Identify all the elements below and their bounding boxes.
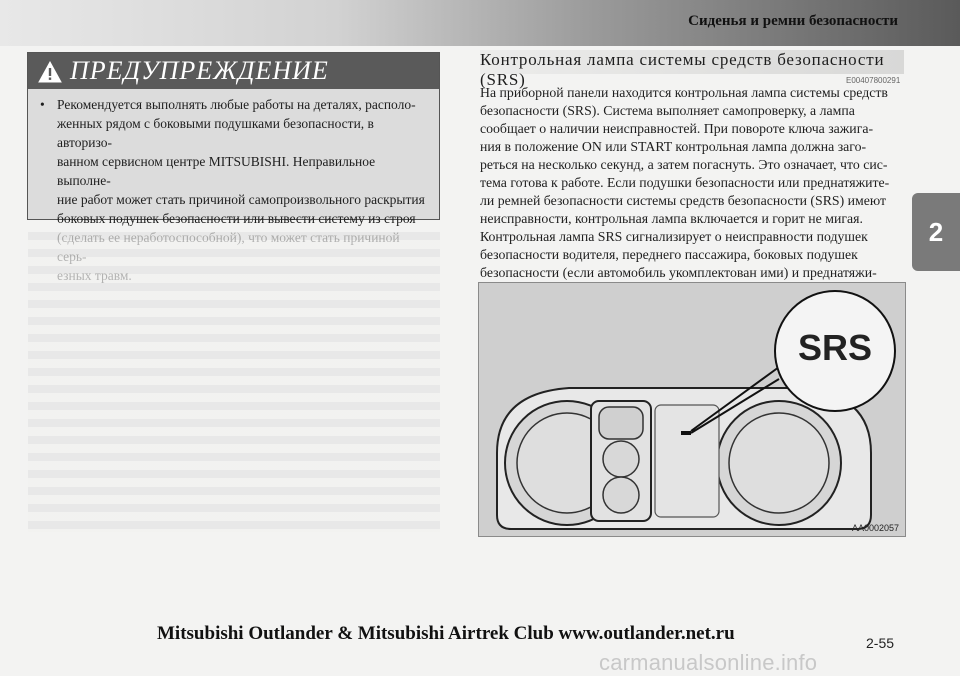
- warning-box: [27, 52, 440, 226]
- center-small-gauge-bottom: [603, 477, 639, 513]
- warning-triangle-icon: [38, 61, 62, 83]
- section-paragraph-1: На приборной панели находится контрольная лампа системы средств безопасности (SRS). Система выполняет самопроверку, а лампа сообщает о наличии неисправностей. При повороте ключа зажига- ния в положение ON или START контрольная лампа должна заго- реться на несколько секунд, а затем погаснуть. Это означает, что сис- тема готова к работе. Если подушки безопасности или преднатяжите- ли ремней безопасности системы средств безопасности (SRS) имеют неисправности, контрольная лампа включается и горит не мигая.: [480, 85, 890, 226]
- warning-header: [28, 53, 439, 89]
- figure-code: AA0002057: [851, 523, 899, 533]
- instrument-cluster-figure: [478, 282, 906, 537]
- warning-bullet: •: [40, 97, 45, 112]
- page-number: 2-55: [866, 635, 895, 651]
- page-header-title: Сиденья и ремни безопасности: [688, 13, 898, 29]
- center-small-gauge-top: [603, 441, 639, 477]
- faded-background-text: [28, 232, 440, 532]
- page-header-band: [0, 0, 960, 46]
- warning-title: ПРЕДУПРЕЖДЕНИЕ: [70, 56, 329, 85]
- footer-club-text: Mitsubishi Outlander & Mitsubishi Airtrek Club www.outlander.net.ru: [157, 623, 735, 644]
- instrument-cluster-illustration: [479, 283, 905, 536]
- section-title: Контрольная лампа системы средств безопасности (SRS): [480, 50, 904, 74]
- watermark-text: carmanualsonline.info: [599, 650, 818, 675]
- callout-label: SRS: [797, 327, 873, 368]
- srs-lamp-spot: [681, 431, 691, 435]
- chapter-tab: 2: [912, 193, 960, 271]
- right-gauge-inner: [729, 413, 829, 513]
- section-paragraph-2: Контрольная лампа SRS сигнализирует о неисправности подушек безопасности водителя, переднего пассажира, боковых подушек безопасности (если автомобиль укомплектован ими) и преднатяжи-: [480, 229, 877, 280]
- warning-text: Рекомендуется выполнять любые работы на деталях, располо- женных рядом с боковыми подушками безопасности, в авторизо- ванном сервисном центре MITSUBISHI. Неправильное выполне- ние работ может стать причиной самопроизвольного раскрытия боковых подушек безопасности или вывести систему из строя: [57, 97, 425, 226]
- center-display: [599, 407, 643, 439]
- section-code: E00407800291: [846, 76, 901, 85]
- section-body: [480, 84, 906, 300]
